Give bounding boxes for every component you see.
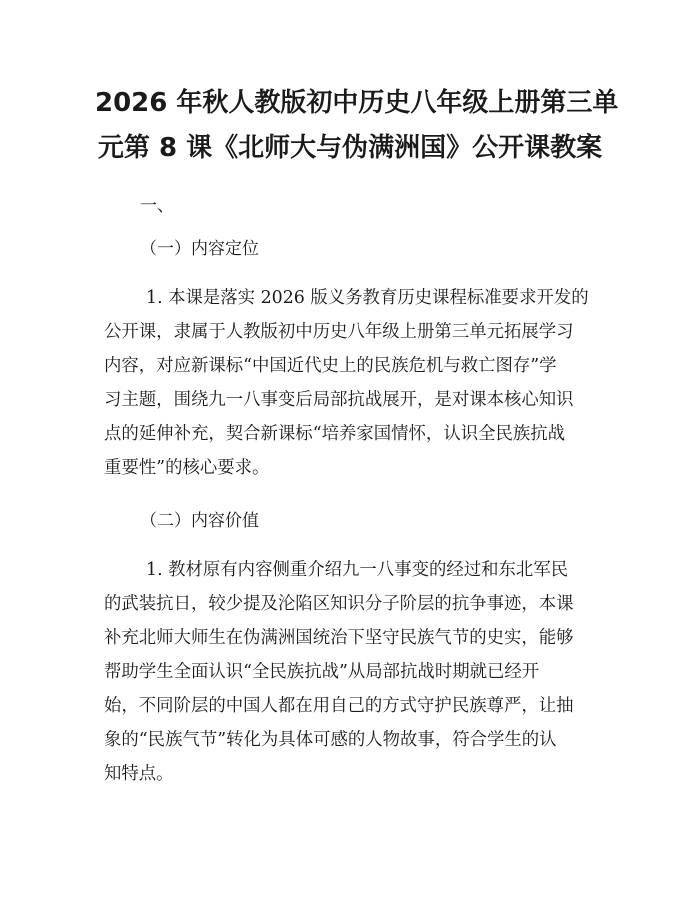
paragraph-line: 始，不同阶层的中国人都在用自己的方式守护民族尊严，让抽 xyxy=(104,696,574,716)
paragraph-line: 帮助学生全面认识“全民族抗战”从局部抗战时期就已经开 xyxy=(104,662,540,682)
paragraph-line: 1. 教材原有内容侧重介绍九一八事变的经过和东北军民 xyxy=(146,560,569,580)
paragraph-line: 知特点。 xyxy=(104,764,174,784)
paragraph-line: 内容，对应新课标“中国近代史上的民族危机与救亡图存”学 xyxy=(104,356,557,376)
paragraph-line: 1. 本课是落实 2026 版义务教育历史课程标准要求开发的 xyxy=(146,288,589,308)
section-heading-one: 一、 xyxy=(140,196,174,216)
paragraph-line: 习主题，围绕九一八事变后局部抗战展开，是对课本核心知识 xyxy=(104,390,574,410)
paragraph-line: 象的“民族气节”转化为具体可感的人物故事，符合学生的认 xyxy=(104,730,557,750)
document-title-line-1: 2026 年秋人教版初中历史八年级上册第三单 xyxy=(95,88,619,118)
paragraph-line: 的武装抗日，较少提及沦陷区知识分子阶层的抗争事迹，本课 xyxy=(104,594,574,614)
document-title-line-2: 元第 8 课《北师大与伪满洲国》公开课教案 xyxy=(97,133,603,163)
paragraph-line: 点的延伸补充，契合新课标“培养家国情怀，认识全民族抗战 xyxy=(104,424,566,444)
paragraph-line: 重要性”的核心要求。 xyxy=(104,458,270,478)
subsection-heading-content-position: （一）内容定位 xyxy=(140,239,259,259)
paragraph-line: 公开课，隶属于人教版初中历史八年级上册第三单元拓展学习 xyxy=(104,322,574,342)
subsection-heading-content-value: （二）内容价值 xyxy=(140,511,259,531)
paragraph-line: 补充北师大师生在伪满洲国统治下坚守民族气节的史实，能够 xyxy=(104,628,574,648)
